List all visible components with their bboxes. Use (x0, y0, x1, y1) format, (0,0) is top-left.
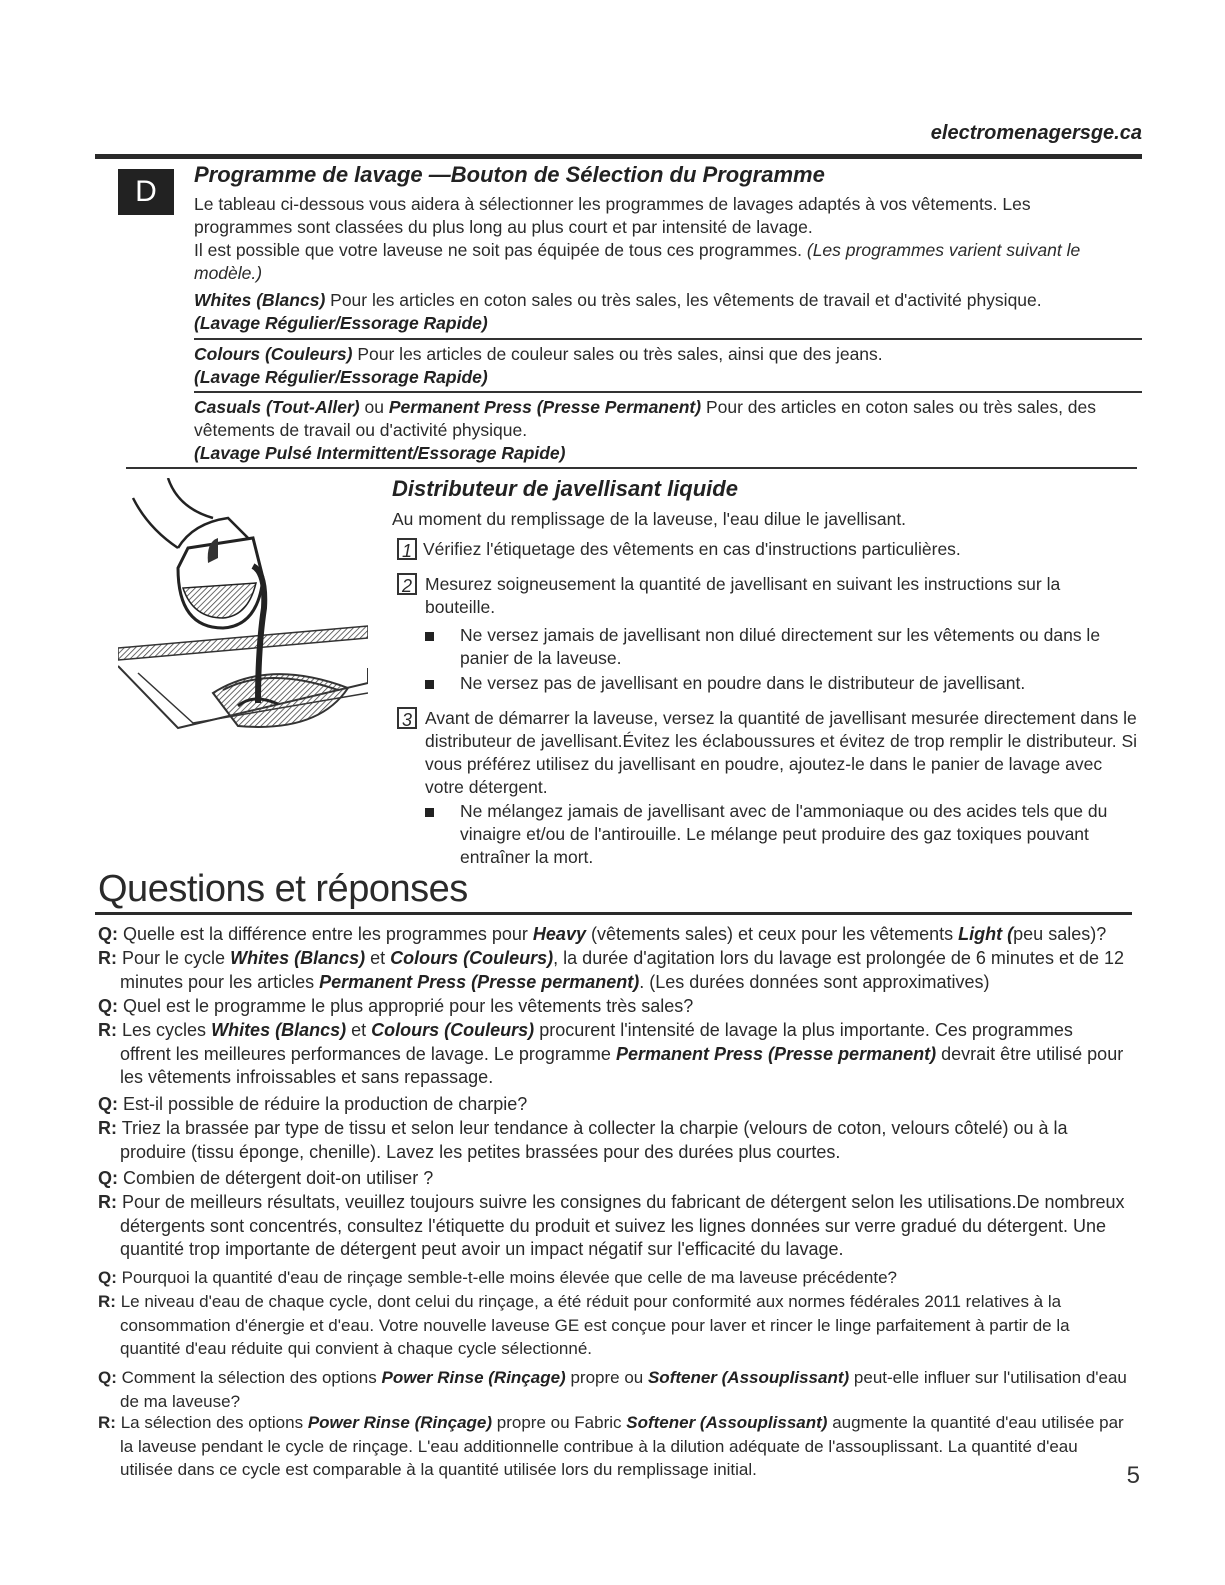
program-joiner: ou (364, 397, 384, 417)
q-label: Q: (98, 1168, 118, 1188)
r4-text: Pour de meilleurs résultats, veuillez toujours suivre les consignes du fabricant de détergent selon les utilisations.De nombreux détergents sont concentrés, consultez l'étiquette du produit et suivez les lignes données sur verre gradué du détergent. Une quantité trop importante de détergent peut avoir un impact négatif sur l'efficacité du lavage. (120, 1192, 1125, 1259)
step-3-text: Avant de démarrer la laveuse, versez la quantité de javellisant mesurée directement dans le distributeur de javellisant.Évitez les éclaboussures et évitez de trop remplir le distributeur. Si vous préférez utilisez du javellisant en poudre, ajoutez-le dans le panier de lavage avec votre détergent. (425, 708, 1138, 797)
q5-text: Pourquoi la quantité d'eau de rinçage semble-t-elle moins élevée que celle de ma laveuse précédente? (121, 1268, 897, 1287)
r-label: R: (98, 948, 117, 968)
step-2-bullet-1: Ne versez jamais de javellisant non dilué directement sur les vêtements ou dans le panier de la laveuse. (460, 625, 1101, 668)
bleach-step-2 (397, 573, 1137, 619)
step-number-2: 2 (397, 573, 417, 595)
program-colours (194, 343, 1134, 389)
r1-text-a: Pour le cycle (122, 948, 226, 968)
step-2-bullet-2: Ne versez pas de javellisant en poudre dans le distributeur de javellisant. (460, 673, 1026, 693)
program-desc: Pour les articles de couleur sales ou très sales, ainsi que des jeans. (357, 344, 883, 364)
bleach-step-3 (397, 707, 1142, 799)
section-divider (126, 467, 1137, 469)
q-label: Q: (98, 1094, 118, 1114)
program-divider (194, 338, 1142, 340)
step-3-bullet-1: Ne mélangez jamais de javellisant avec de l'ammoniaque ou des acides tels que du vinaigre et/ou de l'antirouille. Le mélange peut produire des gaz toxiques pouvant entraîner la mort. (460, 801, 1108, 867)
r6-term-softener: Softener (Assouplissant) (626, 1413, 828, 1432)
r6-text-e: augmente la quantité d'eau utilisée par la laveuse pendant le cycle de rinçage. L'eau additionnelle contribue à la dilution adéquate de l'assouplissant. La quantité d'eau utilisée dans ce cycle est comparable à la quantité utilisée lors du remplissage initial. (120, 1413, 1124, 1479)
qa-q4 (98, 1167, 1128, 1191)
qa-q3 (98, 1093, 1128, 1117)
bleach-step-1 (397, 538, 1137, 561)
site-url: electromenagersge.ca (930, 122, 1142, 144)
qa-title: Questions et réponses (98, 868, 468, 910)
qa-r2 (98, 1019, 1128, 1090)
qa-r1 (98, 947, 1128, 994)
bleach-title: Distributeur de javellisant liquide (392, 476, 738, 501)
r2-text-a: Les cycles (122, 1020, 207, 1040)
r2-term-whites: Whites (Blancs) (211, 1020, 347, 1040)
bullet-icon (425, 808, 434, 817)
r-label: R: (98, 1118, 117, 1138)
program-name-2: Permanent Press (Presse Permanent) (388, 397, 702, 417)
q1-term-heavy: Heavy (532, 924, 586, 944)
bullet-icon (425, 632, 434, 641)
qa-r5 (98, 1290, 1128, 1361)
q3-text: Est-il possible de réduire la production de charpie? (123, 1094, 528, 1114)
q6-text-c: propre ou (570, 1368, 644, 1387)
q2-text: Quel est le programme le plus approprié pour les vêtements très sales? (123, 996, 694, 1016)
bleach-pouring-illustration (118, 478, 368, 748)
qa-q1 (98, 923, 1128, 947)
qa-r3 (98, 1117, 1128, 1164)
r1-term-colours: Colours (Couleurs) (390, 948, 554, 968)
program-desc: Pour des articles en coton sales ou très sales, des vêtements de travail ou d'activité physique. (194, 397, 1097, 440)
r1-term-permanent: Permanent Press (Presse permanent) (319, 971, 640, 992)
r-label: R: (98, 1292, 116, 1311)
q1-text-a: Quelle est la différence entre les programmes pour (123, 924, 528, 944)
r3-text: Triez la brassée par type de tissu et selon leur tendance à collecter la charpie (velours de coton, velours côtelé) ou à la produire (tissu éponge, chenille). Lavez les petites brassées pour des durées plus courtes. (120, 1118, 1068, 1162)
step-number-3: 3 (397, 707, 417, 729)
program-name: Casuals (Tout-Aller) (194, 397, 360, 417)
qa-q5 (98, 1266, 1128, 1290)
r-label: R: (98, 1413, 116, 1432)
r6-text-a: La sélection des options (120, 1413, 304, 1432)
r2-term-colours: Colours (Couleurs) (371, 1020, 535, 1040)
bullet-icon (425, 680, 434, 689)
q6-text-a: Comment la sélection des options (121, 1368, 377, 1387)
r6-term-power-rinse: Power Rinse (Rinçage) (307, 1413, 493, 1432)
program-desc: Pour les articles en coton sales ou très sales, les vêtements de travail et d'activité physique. (330, 290, 1042, 310)
q1-text-e: peu sales)? (1013, 924, 1107, 944)
q4-text: Combien de détergent doit-on utiliser ? (123, 1168, 434, 1188)
qa-r4 (98, 1191, 1128, 1262)
r1-text-c: et (370, 948, 386, 968)
program-note: (Lavage Régulier/Essorage Rapide) (194, 367, 488, 387)
program-name: Whites (Blancs) (194, 290, 326, 310)
program-divider (194, 391, 1142, 393)
r-label: R: (98, 1020, 117, 1040)
q-label: Q: (98, 1268, 117, 1287)
q-label: Q: (98, 996, 118, 1016)
qa-r6 (98, 1411, 1128, 1482)
program-casuals (194, 396, 1104, 465)
bleach-intro: Au moment du remplissage de la laveuse, l'eau dilue le javellisant. (392, 509, 907, 529)
r1-text-g: . (Les durées données sont approximatives) (639, 971, 990, 992)
section-intro-2 (194, 239, 1094, 285)
qa-q2 (98, 995, 1128, 1019)
q1-term-light: Light ( (958, 924, 1014, 944)
program-note: (Lavage Pulsé Intermittent/Essorage Rapide) (194, 443, 566, 463)
program-whites (194, 289, 1134, 335)
q-label: Q: (98, 924, 118, 944)
r6-text-c: propre ou Fabric (496, 1413, 622, 1432)
section-title: Programme de lavage —Bouton de Sélection du Programme (194, 162, 825, 187)
r2-text-e: procurent l'intensité de lavage la plus importante. Ces programmes offrent les meilleures performances de lavage. Le programme (120, 1020, 1073, 1064)
q1-text-c: (vêtements sales) et ceux pour les vêtements (590, 924, 954, 944)
header-rule (95, 154, 1142, 159)
r2-text-c: et (351, 1020, 367, 1040)
program-note: (Lavage Régulier/Essorage Rapide) (194, 313, 488, 333)
intro-2-note: (Les programmes varient suivant le modèle.) (194, 240, 1081, 283)
r1-text-e: , la durée d'agitation lors du lavage est prolongée de 6 minutes et de 12 minutes pour les articles (120, 948, 1124, 992)
r2-text-g: devrait être utilisé pour les vêtements infroissables et sans repassage. (120, 1043, 1124, 1087)
r-label: R: (98, 1192, 117, 1212)
qa-rule (95, 912, 1132, 915)
q6-text-e: peut-elle influer sur l'utilisation d'eau de ma laveuse? (120, 1368, 1127, 1411)
q6-term-power-rinse: Power Rinse (Rinçage) (381, 1368, 566, 1387)
section-intro: Le tableau ci-dessous vous aidera à sélectionner les programmes de lavages adaptés à vos vêtements. Les programmes sont classées du plus long au plus court et par intensité de lavage. (194, 194, 1031, 237)
r2-term-permanent: Permanent Press (Presse permanent) (615, 1043, 937, 1064)
program-name: Colours (Couleurs) (194, 344, 353, 364)
q6-term-softener: Softener (Assouplissant) (647, 1368, 850, 1387)
step-number-1: 1 (397, 538, 417, 560)
section-letter-badge: D (118, 169, 174, 215)
qa-q6 (98, 1366, 1128, 1413)
r5-text: Le niveau d'eau de chaque cycle, dont celui du rinçage, a été réduit pour conformité aux normes fédérales 2011 relatives à la consommation d'énergie et d'eau. Votre nouvelle laveuse GE est conçue pour laver et rincer le linge parfaitement à partir de la quantité d'eau réduite qui convient à chaque cycle sélectionné. (120, 1292, 1070, 1358)
step-1-text: Vérifiez l'étiquetage des vêtements en cas d'instructions particulières. (423, 539, 961, 559)
intro-2-text: Il est possible que votre laveuse ne soit pas équipée de tous ces programmes. (194, 240, 802, 260)
page-number: 5 (1126, 1462, 1140, 1489)
step-2-text: Mesurez soigneusement la quantité de javellisant en suivant les instructions sur la bouteille. (425, 574, 1061, 617)
q-label: Q: (98, 1368, 117, 1387)
r1-term-whites: Whites (Blancs) (230, 948, 366, 968)
